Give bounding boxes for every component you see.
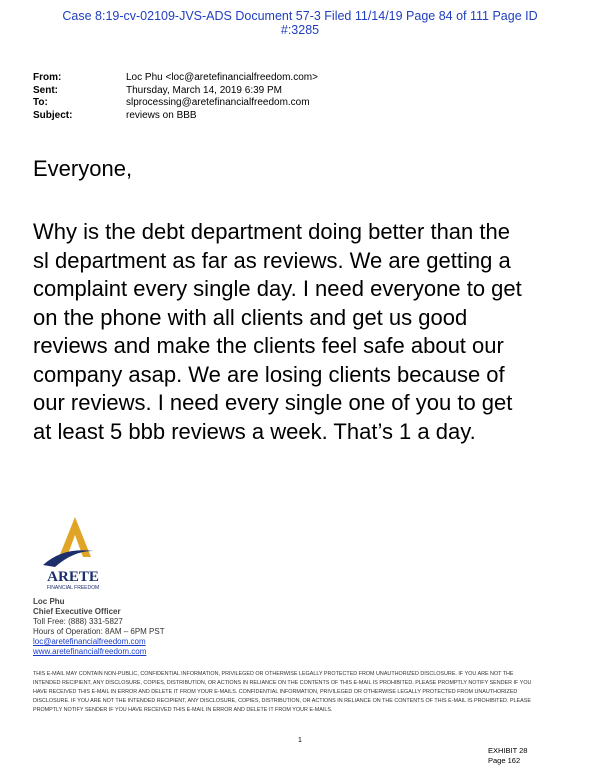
salutation: Everyone, <box>33 156 133 181</box>
case-header <box>0 9 600 37</box>
signature <box>33 597 165 657</box>
subject-row <box>33 110 318 123</box>
disclaimer-line: THIS E-MAIL MAY CONTAIN NON-PUBLIC, CONFIDENTIAL INFORMATION, PRIVILEGED OR OTHERWISE LEGALLY PROTECTED FROM UNAUTHORIZED DISCLOSURE. IF YOU ARE NOT THE <box>33 671 514 677</box>
email-header <box>33 72 318 122</box>
body-line: at least 5 bbb reviews a week. That’s 1 a day. <box>33 418 476 444</box>
body-line: sl department as far as reviews. We are getting a <box>33 247 511 273</box>
disclaimer-line: HAVE RECEIVED THIS E-MAIL IN ERROR AND DELETE IT FROM YOUR E-MAILS. CONFIDENTIAL INFORMATION, PRIVILEGED OR OTHERWISE LEGALLY PROTECTED FROM UNAUTHORIZED <box>33 689 518 695</box>
sent-row <box>33 85 318 98</box>
subject-value: reviews on BBB <box>126 109 197 121</box>
from-row <box>33 72 318 85</box>
to-value: slprocessing@aretefinancialfreedom.com <box>126 97 310 108</box>
email-body <box>33 218 578 446</box>
arete-logo <box>33 511 113 591</box>
body-line: our reviews. I need every single one of you to get <box>33 390 513 415</box>
signature-email-link[interactable]: loc@aretefinancialfreedom.com <box>33 637 146 646</box>
body-line: company asap. We are losing clients because of <box>33 361 505 387</box>
sent-value: Thursday, March 14, 2019 6:39 PM <box>126 84 283 96</box>
subject-label: Subject: <box>33 109 73 121</box>
disclaimer <box>33 670 563 715</box>
signature-name: Loc Phu <box>33 597 65 606</box>
from-label: From: <box>33 72 62 83</box>
disclaimer-line: PROMPTLY NOTIFY SENDER IF YOU HAVE RECEIVED THIS E-MAIL IN ERROR AND DELETE IT FROM YOUR E-MAILS. <box>33 707 333 713</box>
case-header-line1: Case 8:19-cv-02109-JVS-ADS Document 57-3 Filed 11/14/19 Page 84 of 111 Page ID <box>62 9 538 23</box>
signature-title: Chief Executive Officer <box>33 607 121 616</box>
body-line: complaint every single day. I need everyone to get <box>33 276 522 301</box>
signature-toll-free: Toll Free: (888) 331-5827 <box>33 617 123 626</box>
signature-hours: Hours of Operation: 8AM – 6PM PST <box>33 627 165 636</box>
disclaimer-line: DISCLOSURE. IF YOU ARE NOT THE INTENDED RECIPIENT, ANY DISCLOSURE, COPIES, DISTRIBUTION, OR ACTIONS IN RELIANCE ON THE CONTENTS OF THIS E-MAIL IS PROHIBITED. PLEASE <box>33 698 531 704</box>
logo-name: ARETE <box>47 569 99 585</box>
arete-logo-icon <box>33 511 113 591</box>
sent-label: Sent: <box>33 84 58 96</box>
signature-website-link[interactable]: www.aretefinancialfreedom.com <box>33 647 147 656</box>
exhibit-page: Page 162 <box>488 756 521 765</box>
body-line: on the phone with all clients and get us good <box>33 304 468 330</box>
from-value: Loc Phu <loc@aretefinancialfreedom.com> <box>126 72 318 83</box>
to-row <box>33 97 318 110</box>
case-header-line2: #:3285 <box>280 23 320 37</box>
exhibit-number: EXHIBIT 28 <box>488 746 528 755</box>
logo-tagline: FINANCIAL FREEDOM <box>46 585 100 591</box>
to-label: To: <box>33 97 48 108</box>
page-number: 1 <box>298 737 302 744</box>
exhibit-label <box>488 746 527 766</box>
body-line: Why is the debt department doing better than the <box>33 219 510 244</box>
body-line: reviews and make the clients feel safe about our <box>33 333 504 358</box>
disclaimer-line: INTENDED RECIPIENT, ANY DISCLOSURE, COPIES, DISTRIBUTION, OR ACTIONS IN RELIANCE ON THE CONTENTS OF THIS E-MAIL IS PROHIBITED. PLEASE PROMPTLY NOTIFY SENDER IF YOU <box>33 680 532 686</box>
